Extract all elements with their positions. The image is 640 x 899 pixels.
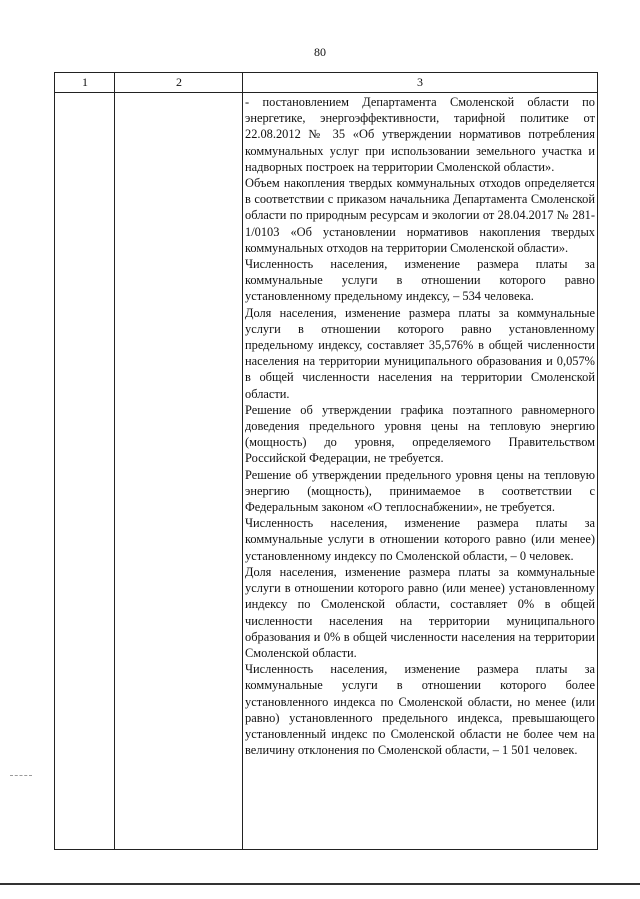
- paragraph-population-equal-limit: Численность населения, изменение размера платы за коммунальные услуги в отношении которого равно установленному предельному индексу, – 534 человека.: [245, 257, 595, 304]
- header-col-3: 3: [417, 75, 423, 89]
- paragraph-waste-volume: Объем накопления твердых коммунальных отходов определяется в соответствии с приказом начальника Департамента Смоленской области по природным ресурсам и экологии от 28.04.2017 № 281-1/0103 «Об установлении нормативов накопления твердых коммунальных отходов на территории Смоленской области».: [245, 176, 595, 255]
- column-divider-2: [242, 73, 243, 849]
- paragraph-resolution-reference: - постановлением Департамента Смоленской области по энергетике, энергоэффективности, тарифной политике от 22.08.2012 № 35 «Об утверждении нормативов потребления коммунальных услуг при использовании земельного участка и надворных построек на территории Смоленской области».: [245, 95, 595, 174]
- paragraph-heat-price-schedule: Решение об утверждении графика поэтапного равномерного доведения предельного уровня цены на тепловую энергию (мощность) до уровня, определяемого Правительством Российской Федерации, не требуется.: [245, 402, 595, 466]
- paragraph-population-above-index: Численность населения, изменение размера платы за коммунальные услуги в отношении которого более установленного индекса по Смоленской области, но менее (или равно) установленного предельного индекса, превышающего установленный индекс по Смоленской области не более чем на величину отклонения по Смоленской области, – 1 501 человек.: [245, 662, 595, 758]
- bottom-rule: [0, 883, 640, 885]
- paragraph-population-equal-or-less: Численность населения, изменение размера платы за коммунальные услуги в отношении которого равно (или менее) установленному индексу по Смоленской области, – 0 человек.: [245, 516, 595, 563]
- header-col-1: 1: [82, 75, 88, 89]
- header-col-2: 2: [176, 75, 182, 89]
- table-header-row: [55, 73, 597, 93]
- paragraph-share-equal-limit: Доля населения, изменение размера платы за коммунальные услуги в отношении которого равно установленному предельному индексу, составляет 35,576% в общей численности населения на территории муниципального образования и 0,057% в общей численности населения на территории Смоленской области.: [245, 305, 595, 401]
- column-divider-1: [114, 73, 115, 849]
- margin-scan-mark: [10, 775, 32, 776]
- page-number: 80: [314, 45, 326, 59]
- paragraph-heat-price-limit: Решение об утверждении предельного уровня цены на тепловую энергию (мощность), принимаемое в соответствии с Федеральным законом «О теплоснабжении», не требуется.: [245, 467, 595, 515]
- paragraph-share-equal-or-less: Доля населения, изменение размера платы за коммунальные услуги в отношении которого равно (или менее) установленному индексу по Смоленской области, составляет 0% в общей численности населения на территории муниципального образования и 0% в общей численности населения на территории Смоленской области.: [245, 564, 595, 660]
- document-table: [54, 72, 598, 850]
- column-3-content: [245, 94, 595, 758]
